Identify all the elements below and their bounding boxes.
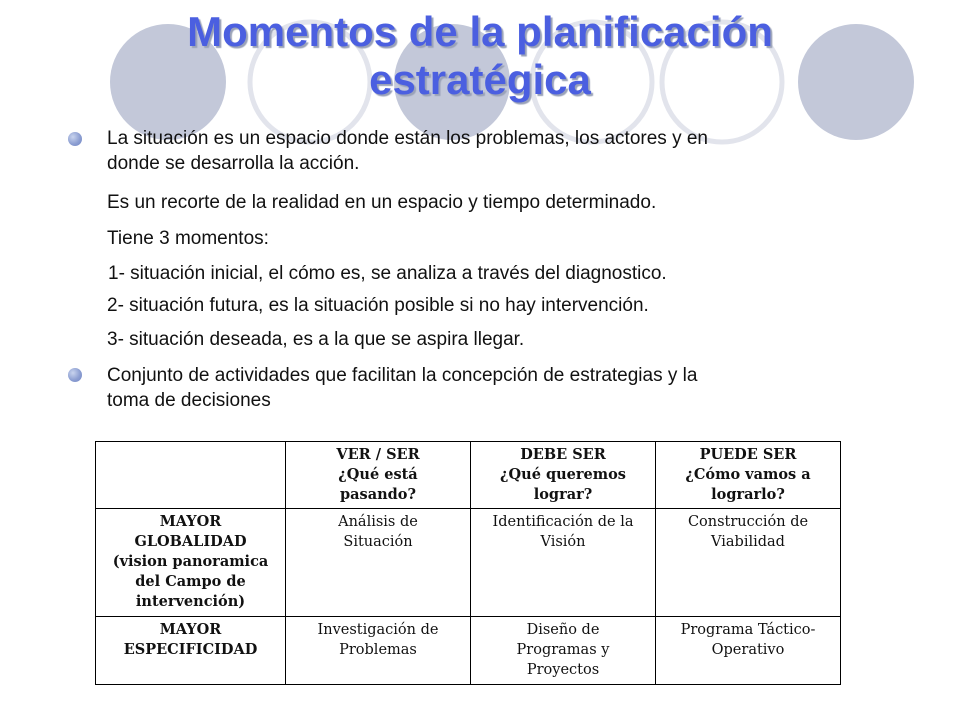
cell-line: Viabilidad [711, 534, 785, 550]
row-label-line: (vision panoramica [112, 553, 269, 570]
cell-line: Situación [343, 534, 413, 550]
bullet-icon [68, 132, 82, 146]
moment-2: 2- situación futura, es la situación posible si no hay intervención. [107, 295, 649, 316]
header-debe-ser [471, 442, 656, 509]
para-momentos: Tiene 3 momentos: [107, 228, 269, 249]
planning-table [95, 441, 841, 685]
cell-line: Construcción de [687, 514, 809, 530]
cell-line: Operativo [711, 642, 785, 658]
header-line: ¿Cómo vamos a [685, 466, 811, 483]
header-line: VER / SER [336, 446, 420, 463]
row-label-line: MAYOR [159, 621, 222, 638]
header-puede-ser [656, 442, 841, 509]
header-line: pasando? [340, 486, 416, 503]
header-line: lograrlo? [711, 486, 785, 503]
cell-programa [656, 617, 841, 685]
moment-3: 3- situación deseada, es a la que se aspira llegar. [107, 329, 525, 350]
header-line: ¿Qué está [338, 466, 418, 483]
header-line: PUEDE SER [699, 446, 797, 463]
bullet2-line1: Conjunto de actividades que facilitan la concepción de estrategias y la [107, 365, 698, 386]
cell-identificacion [471, 509, 656, 617]
bullet1-line1: La situación es un espacio donde están los problemas, los actores y en [107, 128, 708, 149]
para-recorte: Es un recorte de la realidad en un espacio y tiempo determinado. [107, 192, 657, 213]
row-label-line: intervención) [135, 593, 246, 610]
cell-investigacion [286, 617, 471, 685]
table-corner-cell [96, 442, 286, 509]
cell-diseno [471, 617, 656, 685]
bullet-icon [68, 368, 82, 382]
cell-construccion [656, 509, 841, 617]
cell-line: Visión [540, 534, 586, 550]
row-label-globalidad [96, 509, 286, 617]
row-label-especificidad [96, 617, 286, 685]
cell-line: Identificación de la [492, 514, 634, 530]
header-line: DEBE SER [520, 446, 606, 463]
cell-line: Programa Táctico- [680, 622, 816, 638]
table-row [96, 509, 841, 617]
row-label-line: GLOBALIDAD [134, 533, 247, 550]
header-ver-ser [286, 442, 471, 509]
title-line-2: estratégica [369, 56, 591, 103]
cell-line: Problemas [339, 642, 417, 658]
title-line-1: Momentos de la planificación [187, 8, 773, 55]
planning-matrix [95, 441, 841, 685]
header-line: lograr? [533, 486, 593, 503]
table-row [96, 617, 841, 685]
cell-line: Análisis de [338, 514, 418, 530]
table-header-row [96, 442, 841, 509]
cell-line: Investigación de [317, 622, 439, 638]
cell-line: Programas y [516, 642, 610, 658]
row-label-line: MAYOR [159, 513, 222, 530]
bullet2-line2: toma de decisiones [107, 390, 271, 411]
row-label-line: del Campo de [135, 573, 246, 590]
header-line: ¿Qué queremos [500, 466, 626, 483]
cell-line: Diseño de [526, 622, 600, 638]
bullet1-line2: donde se desarrolla la acción. [107, 153, 360, 174]
cell-line: Proyectos [526, 662, 600, 678]
cell-analisis [286, 509, 471, 617]
row-label-line: ESPECIFICIDAD [123, 641, 258, 658]
moment-1: 1- situación inicial, el cómo es, se analiza a través del diagnostico. [108, 263, 667, 284]
